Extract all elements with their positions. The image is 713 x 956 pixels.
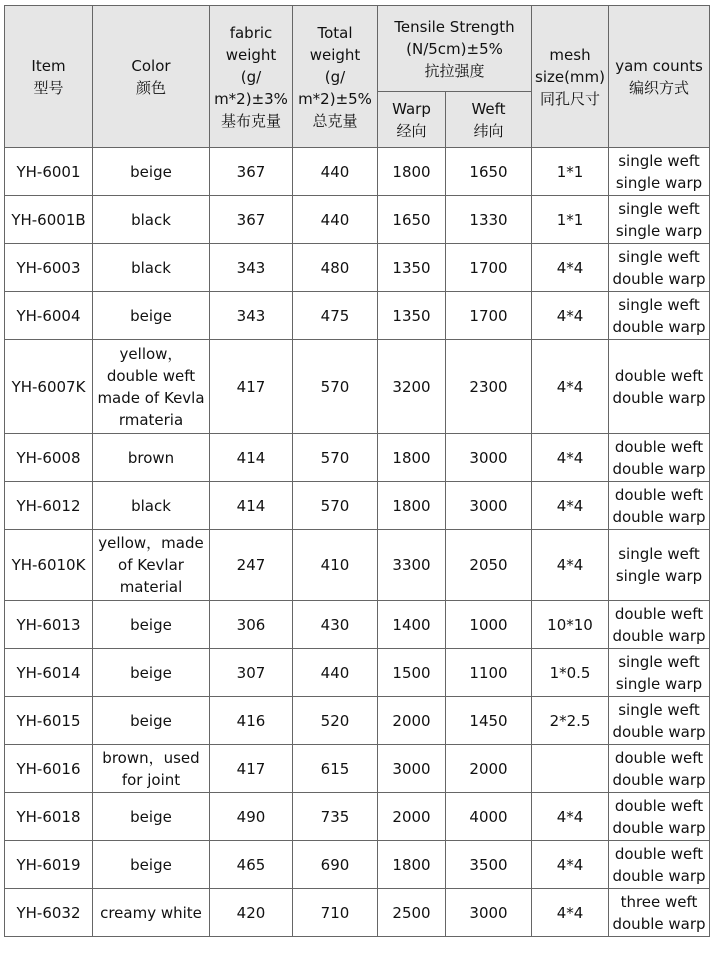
- cell-mesh-size: 4*4: [532, 340, 609, 434]
- cell-weft: 1700: [446, 244, 532, 292]
- cell-warp: 3200: [378, 340, 446, 434]
- fabric-spec-table: [4, 5, 710, 937]
- table-row: [5, 148, 710, 196]
- cell-fabric-weight: 417: [210, 745, 293, 793]
- cell-item: YH-6019: [5, 841, 93, 889]
- cell-warp: 2000: [378, 793, 446, 841]
- cell-yarn-counts: double weft double warp: [609, 482, 710, 530]
- cell-color: black: [93, 244, 210, 292]
- cell-total-weight: 710: [293, 889, 378, 937]
- cell-warp: 1800: [378, 482, 446, 530]
- table-header: [5, 6, 710, 148]
- cell-item: YH-6012: [5, 482, 93, 530]
- cell-total-weight: 430: [293, 601, 378, 649]
- table-row: [5, 530, 710, 601]
- table-body: [5, 148, 710, 937]
- cell-fabric-weight: 465: [210, 841, 293, 889]
- cell-yarn-counts: double weft double warp: [609, 793, 710, 841]
- cell-warp: 1650: [378, 196, 446, 244]
- cell-mesh-size: 4*4: [532, 841, 609, 889]
- table-row: [5, 649, 710, 697]
- cell-yarn-counts: single weft single warp: [609, 530, 710, 601]
- cell-weft: 1650: [446, 148, 532, 196]
- cell-fabric-weight: 343: [210, 292, 293, 340]
- cell-warp: 1800: [378, 148, 446, 196]
- cell-mesh-size: [532, 745, 609, 793]
- table-row: [5, 434, 710, 482]
- cell-fabric-weight: 307: [210, 649, 293, 697]
- cell-item: YH-6007K: [5, 340, 93, 434]
- cell-item: YH-6010K: [5, 530, 93, 601]
- cell-warp: 1400: [378, 601, 446, 649]
- cell-yarn-counts: double weft double warp: [609, 434, 710, 482]
- cell-color: black: [93, 482, 210, 530]
- table-row: [5, 697, 710, 745]
- cell-color: yellow， double weft made of Kevla rmateria: [93, 340, 210, 434]
- cell-mesh-size: 10*10: [532, 601, 609, 649]
- cell-yarn-counts: three weft double warp: [609, 889, 710, 937]
- cell-color: beige: [93, 601, 210, 649]
- cell-item: YH-6015: [5, 697, 93, 745]
- cell-yarn-counts: single weft double warp: [609, 244, 710, 292]
- cell-total-weight: 440: [293, 148, 378, 196]
- cell-total-weight: 570: [293, 482, 378, 530]
- cell-weft: 1450: [446, 697, 532, 745]
- cell-yarn-counts: single weft double warp: [609, 697, 710, 745]
- cell-fabric-weight: 414: [210, 482, 293, 530]
- cell-mesh-size: 1*1: [532, 196, 609, 244]
- cell-total-weight: 440: [293, 196, 378, 244]
- table-row: [5, 601, 710, 649]
- cell-yarn-counts: double weft double warp: [609, 745, 710, 793]
- cell-total-weight: 480: [293, 244, 378, 292]
- cell-warp: 1350: [378, 292, 446, 340]
- cell-color: beige: [93, 793, 210, 841]
- cell-weft: 3000: [446, 482, 532, 530]
- cell-item: YH-6001B: [5, 196, 93, 244]
- cell-total-weight: 440: [293, 649, 378, 697]
- cell-mesh-size: 4*4: [532, 889, 609, 937]
- cell-fabric-weight: 343: [210, 244, 293, 292]
- cell-mesh-size: 1*0.5: [532, 649, 609, 697]
- cell-warp: 3000: [378, 745, 446, 793]
- cell-mesh-size: 4*4: [532, 482, 609, 530]
- table-row: [5, 292, 710, 340]
- cell-total-weight: 410: [293, 530, 378, 601]
- cell-total-weight: 615: [293, 745, 378, 793]
- cell-color: black: [93, 196, 210, 244]
- header-color: Color 颜色: [93, 6, 210, 148]
- cell-item: YH-6013: [5, 601, 93, 649]
- cell-yarn-counts: double weft double warp: [609, 340, 710, 434]
- cell-weft: 2300: [446, 340, 532, 434]
- cell-mesh-size: 4*4: [532, 530, 609, 601]
- cell-mesh-size: 4*4: [532, 244, 609, 292]
- header-fabric-weight: fabric weight (g/ m*2)±3% 基布克量: [210, 6, 293, 148]
- cell-weft: 3000: [446, 434, 532, 482]
- cell-warp: 1800: [378, 841, 446, 889]
- cell-weft: 3000: [446, 889, 532, 937]
- cell-color: yellow，made of Kevlar material: [93, 530, 210, 601]
- cell-color: beige: [93, 292, 210, 340]
- table-row: [5, 482, 710, 530]
- cell-yarn-counts: double weft double warp: [609, 841, 710, 889]
- cell-yarn-counts: single weft double warp: [609, 292, 710, 340]
- cell-mesh-size: 1*1: [532, 148, 609, 196]
- cell-weft: 4000: [446, 793, 532, 841]
- table-row: [5, 793, 710, 841]
- cell-weft: 2050: [446, 530, 532, 601]
- cell-item: YH-6016: [5, 745, 93, 793]
- cell-yarn-counts: double weft double warp: [609, 601, 710, 649]
- cell-mesh-size: 4*4: [532, 793, 609, 841]
- header-total-weight: Total weight (g/ m*2)±5% 总克量: [293, 6, 378, 148]
- cell-warp: 1500: [378, 649, 446, 697]
- cell-total-weight: 570: [293, 434, 378, 482]
- table-row: [5, 841, 710, 889]
- cell-mesh-size: 4*4: [532, 434, 609, 482]
- cell-weft: 3500: [446, 841, 532, 889]
- cell-item: YH-6032: [5, 889, 93, 937]
- cell-color: brown: [93, 434, 210, 482]
- cell-yarn-counts: single weft single warp: [609, 196, 710, 244]
- cell-fabric-weight: 367: [210, 196, 293, 244]
- table-row: [5, 244, 710, 292]
- cell-color: beige: [93, 148, 210, 196]
- cell-fabric-weight: 306: [210, 601, 293, 649]
- table-row: [5, 196, 710, 244]
- cell-total-weight: 475: [293, 292, 378, 340]
- cell-warp: 3300: [378, 530, 446, 601]
- cell-weft: 1000: [446, 601, 532, 649]
- table-row: [5, 745, 710, 793]
- cell-fabric-weight: 247: [210, 530, 293, 601]
- cell-item: YH-6003: [5, 244, 93, 292]
- cell-color: beige: [93, 649, 210, 697]
- header-yarn-counts: yam counts 编织方式: [609, 6, 710, 148]
- header-warp: Warp 经向: [378, 92, 446, 148]
- cell-item: YH-6018: [5, 793, 93, 841]
- cell-weft: 1700: [446, 292, 532, 340]
- cell-warp: 2500: [378, 889, 446, 937]
- cell-color: beige: [93, 841, 210, 889]
- table-row: [5, 340, 710, 434]
- cell-fabric-weight: 416: [210, 697, 293, 745]
- cell-color: brown，used for joint: [93, 745, 210, 793]
- table-row: [5, 889, 710, 937]
- cell-total-weight: 570: [293, 340, 378, 434]
- cell-item: YH-6014: [5, 649, 93, 697]
- cell-warp: 1350: [378, 244, 446, 292]
- cell-warp: 1800: [378, 434, 446, 482]
- header-weft: Weft 纬向: [446, 92, 532, 148]
- header-mesh-size: mesh size(mm) 同孔尺寸: [532, 6, 609, 148]
- cell-yarn-counts: single weft single warp: [609, 649, 710, 697]
- cell-item: YH-6001: [5, 148, 93, 196]
- cell-item: YH-6004: [5, 292, 93, 340]
- cell-color: beige: [93, 697, 210, 745]
- cell-weft: 1330: [446, 196, 532, 244]
- header-item: Item 型号: [5, 6, 93, 148]
- spec-table-container: [4, 5, 710, 937]
- cell-mesh-size: 2*2.5: [532, 697, 609, 745]
- cell-weft: 2000: [446, 745, 532, 793]
- header-tensile-strength: Tensile Strength (N/5cm)±5% 抗拉强度: [378, 6, 532, 92]
- cell-fabric-weight: 490: [210, 793, 293, 841]
- cell-yarn-counts: single weft single warp: [609, 148, 710, 196]
- cell-color: creamy white: [93, 889, 210, 937]
- cell-total-weight: 735: [293, 793, 378, 841]
- cell-warp: 2000: [378, 697, 446, 745]
- cell-fabric-weight: 414: [210, 434, 293, 482]
- cell-mesh-size: 4*4: [532, 292, 609, 340]
- cell-weft: 1100: [446, 649, 532, 697]
- cell-fabric-weight: 417: [210, 340, 293, 434]
- cell-fabric-weight: 367: [210, 148, 293, 196]
- cell-fabric-weight: 420: [210, 889, 293, 937]
- cell-total-weight: 690: [293, 841, 378, 889]
- cell-total-weight: 520: [293, 697, 378, 745]
- cell-item: YH-6008: [5, 434, 93, 482]
